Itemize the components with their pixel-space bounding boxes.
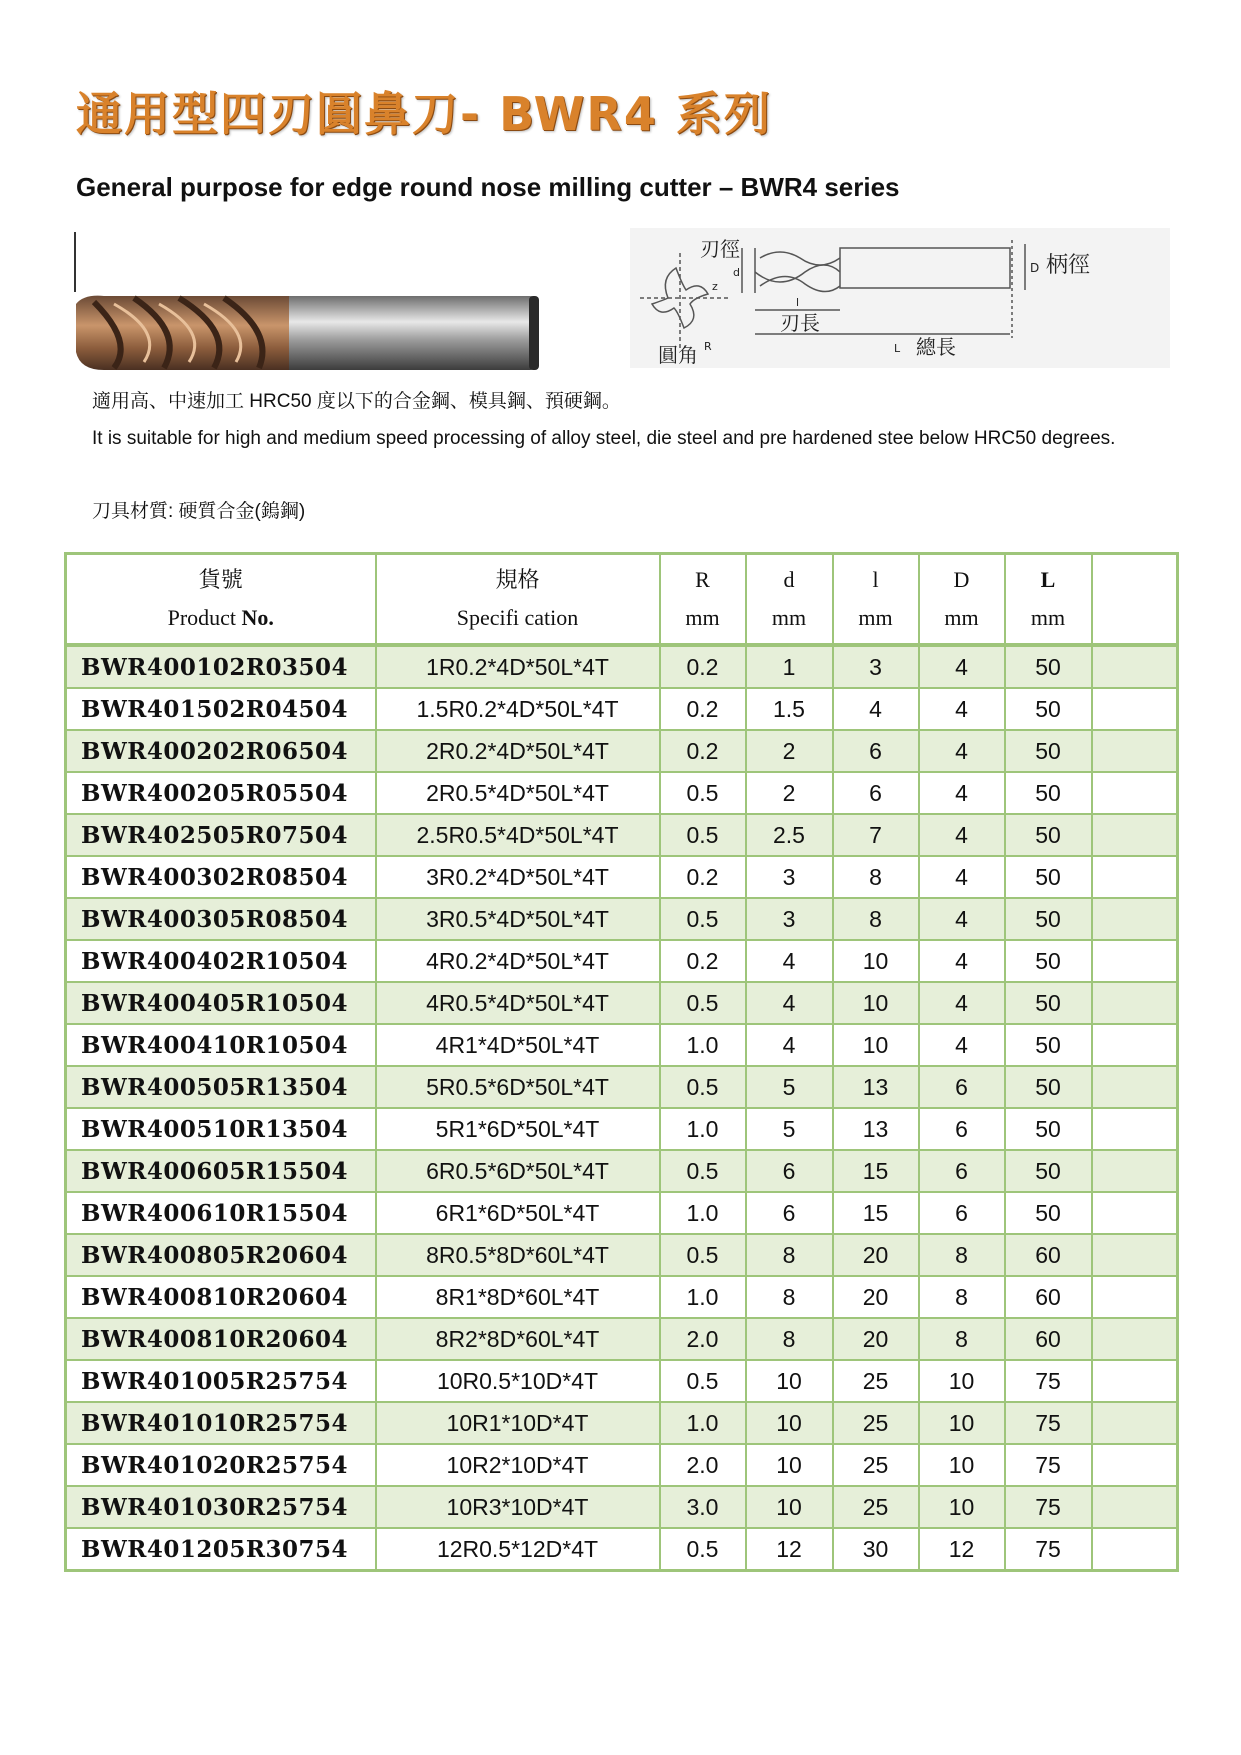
header-d: d mm [746, 554, 833, 646]
header-D: D mm [919, 554, 1005, 646]
header-blank [1092, 554, 1178, 646]
cell-D: 10 [919, 1444, 1005, 1486]
table-row [66, 1150, 1178, 1192]
cell-blank [1092, 688, 1178, 730]
cell-l: 13 [833, 1066, 919, 1108]
cell-D: 4 [919, 856, 1005, 898]
table-row [66, 730, 1178, 772]
cell-l: 3 [833, 645, 919, 688]
cell-d: 1.5 [746, 688, 833, 730]
cell-d: 2 [746, 772, 833, 814]
cell-d: 10 [746, 1486, 833, 1528]
cell-spec: 8R0.5*8D*60L*4T [376, 1234, 660, 1276]
cell-R: 1.0 [660, 1108, 746, 1150]
cell-d: 1 [746, 645, 833, 688]
description-en: It is suitable for high and medium speed processing of alloy steel, die steel and pre hardened stee below HRC50 degrees. [92, 428, 1116, 449]
cell-R: 0.2 [660, 688, 746, 730]
page-title: 通用型四刃圓鼻刀- BWR4 系列 [76, 87, 772, 141]
cell-R: 2.0 [660, 1318, 746, 1360]
cell-D: 10 [919, 1486, 1005, 1528]
cell-R: 0.5 [660, 814, 746, 856]
cell-blank [1092, 645, 1178, 688]
cell-l: 30 [833, 1528, 919, 1571]
table-row [66, 856, 1178, 898]
cell-blank [1092, 814, 1178, 856]
cell-R: 1.0 [660, 1192, 746, 1234]
specification-table [64, 552, 1179, 1572]
cell-product-no: BWR401010R25754 [66, 1402, 376, 1444]
cell-R: 0.5 [660, 1066, 746, 1108]
cell-blank [1092, 1108, 1178, 1150]
cell-spec: 6R1*6D*50L*4T [376, 1192, 660, 1234]
cell-blank [1092, 1234, 1178, 1276]
cell-D: 6 [919, 1108, 1005, 1150]
cell-L: 60 [1005, 1276, 1092, 1318]
cell-l: 10 [833, 982, 919, 1024]
label-d: d [733, 266, 740, 279]
cell-R: 1.0 [660, 1024, 746, 1066]
cell-D: 4 [919, 772, 1005, 814]
cell-d: 6 [746, 1150, 833, 1192]
cell-product-no: BWR401205R30754 [66, 1528, 376, 1571]
table-header-row [66, 554, 1178, 646]
cell-L: 75 [1005, 1486, 1092, 1528]
cell-product-no: BWR400505R13504 [66, 1066, 376, 1108]
cell-R: 0.5 [660, 1234, 746, 1276]
cell-product-no: BWR401502R04504 [66, 688, 376, 730]
cell-L: 50 [1005, 772, 1092, 814]
cell-D: 6 [919, 1192, 1005, 1234]
cell-L: 50 [1005, 940, 1092, 982]
cell-blank [1092, 898, 1178, 940]
cell-D: 8 [919, 1234, 1005, 1276]
cell-blank [1092, 1528, 1178, 1571]
cell-R: 0.2 [660, 940, 746, 982]
cell-product-no: BWR400402R10504 [66, 940, 376, 982]
label-total-length: 總長 [916, 335, 956, 359]
table-row [66, 940, 1178, 982]
table-row [66, 772, 1178, 814]
cell-spec: 4R1*4D*50L*4T [376, 1024, 660, 1066]
table-row [66, 1108, 1178, 1150]
cell-D: 4 [919, 730, 1005, 772]
dimension-diagram [630, 228, 1170, 368]
cell-product-no: BWR401020R25754 [66, 1444, 376, 1486]
cell-l: 20 [833, 1234, 919, 1276]
cell-product-no: BWR400810R20604 [66, 1318, 376, 1360]
cell-d: 6 [746, 1192, 833, 1234]
cell-l: 4 [833, 688, 919, 730]
cell-l: 6 [833, 730, 919, 772]
label-corner-radius: 圓角 [658, 343, 698, 367]
cell-D: 4 [919, 688, 1005, 730]
cell-product-no: BWR400510R13504 [66, 1108, 376, 1150]
cell-R: 0.2 [660, 645, 746, 688]
cell-R: 0.5 [660, 1360, 746, 1402]
cell-spec: 8R1*8D*60L*4T [376, 1276, 660, 1318]
cell-L: 50 [1005, 645, 1092, 688]
cell-d: 3 [746, 898, 833, 940]
cell-d: 8 [746, 1318, 833, 1360]
cell-l: 15 [833, 1150, 919, 1192]
cell-d: 5 [746, 1066, 833, 1108]
cell-product-no: BWR400805R20604 [66, 1234, 376, 1276]
cell-blank [1092, 1360, 1178, 1402]
cell-R: 0.2 [660, 856, 746, 898]
header-spec-zh: 規格 [495, 567, 540, 592]
cell-spec: 12R0.5*12D*4T [376, 1528, 660, 1571]
cell-spec: 2R0.5*4D*50L*4T [376, 772, 660, 814]
cell-d: 2.5 [746, 814, 833, 856]
cell-R: 2.0 [660, 1444, 746, 1486]
cell-L: 75 [1005, 1444, 1092, 1486]
cell-product-no: BWR400605R15504 [66, 1150, 376, 1192]
cell-product-no: BWR400202R06504 [66, 730, 376, 772]
cell-blank [1092, 856, 1178, 898]
cell-l: 20 [833, 1276, 919, 1318]
table-row [66, 688, 1178, 730]
cell-R: 0.5 [660, 898, 746, 940]
end-mill-photo [74, 232, 544, 372]
cell-l: 7 [833, 814, 919, 856]
cell-R: 1.0 [660, 1276, 746, 1318]
cell-spec: 4R0.5*4D*50L*4T [376, 982, 660, 1024]
table-row [66, 814, 1178, 856]
cell-l: 13 [833, 1108, 919, 1150]
cell-D: 4 [919, 982, 1005, 1024]
cell-blank [1092, 1024, 1178, 1066]
cell-R: 0.5 [660, 1528, 746, 1571]
table-row [66, 898, 1178, 940]
cell-L: 75 [1005, 1528, 1092, 1571]
cell-d: 4 [746, 1024, 833, 1066]
header-product [66, 554, 376, 646]
cell-L: 50 [1005, 1192, 1092, 1234]
label-edge-diameter: 刃徑 [700, 237, 740, 261]
cell-D: 8 [919, 1318, 1005, 1360]
cell-L: 75 [1005, 1402, 1092, 1444]
cell-d: 4 [746, 940, 833, 982]
cell-D: 10 [919, 1402, 1005, 1444]
cell-L: 50 [1005, 730, 1092, 772]
cell-L: 50 [1005, 1150, 1092, 1192]
cell-R: 0.5 [660, 982, 746, 1024]
label-R: R [704, 340, 712, 353]
cell-spec: 2.5R0.5*4D*50L*4T [376, 814, 660, 856]
cell-product-no: BWR400102R03504 [66, 645, 376, 688]
header-spec [376, 554, 660, 646]
cell-d: 2 [746, 730, 833, 772]
cell-blank [1092, 730, 1178, 772]
cell-D: 8 [919, 1276, 1005, 1318]
cell-product-no: BWR401005R25754 [66, 1360, 376, 1402]
cell-L: 50 [1005, 688, 1092, 730]
label-z: z [712, 280, 718, 293]
cell-l: 15 [833, 1192, 919, 1234]
table-body [66, 645, 1178, 1571]
cell-l: 25 [833, 1486, 919, 1528]
cell-R: 0.5 [660, 1150, 746, 1192]
cell-D: 4 [919, 1024, 1005, 1066]
table-row [66, 1066, 1178, 1108]
cell-spec: 2R0.2*4D*50L*4T [376, 730, 660, 772]
cell-l: 25 [833, 1402, 919, 1444]
cell-spec: 3R0.2*4D*50L*4T [376, 856, 660, 898]
cell-D: 12 [919, 1528, 1005, 1571]
cell-spec: 3R0.5*4D*50L*4T [376, 898, 660, 940]
cell-D: 4 [919, 940, 1005, 982]
table-row [66, 1318, 1178, 1360]
cell-product-no: BWR402505R07504 [66, 814, 376, 856]
cell-product-no: BWR400610R15504 [66, 1192, 376, 1234]
cell-blank [1092, 1150, 1178, 1192]
page-subtitle: General purpose for edge round nose milling cutter – BWR4 series [76, 172, 900, 202]
cell-d: 5 [746, 1108, 833, 1150]
cell-product-no: BWR400410R10504 [66, 1024, 376, 1066]
cell-spec: 6R0.5*6D*50L*4T [376, 1150, 660, 1192]
material-note: 刀具材質: 硬質合金(鎢鋼) [92, 501, 306, 522]
cell-d: 8 [746, 1276, 833, 1318]
cell-spec: 1.5R0.2*4D*50L*4T [376, 688, 660, 730]
cell-spec: 5R1*6D*50L*4T [376, 1108, 660, 1150]
cell-d: 3 [746, 856, 833, 898]
label-l: l [796, 296, 800, 309]
cell-L: 50 [1005, 982, 1092, 1024]
cell-l: 8 [833, 856, 919, 898]
table-row [66, 982, 1178, 1024]
cell-d: 4 [746, 982, 833, 1024]
table-row [66, 1486, 1178, 1528]
label-L: L [894, 342, 901, 355]
cell-product-no: BWR401030R25754 [66, 1486, 376, 1528]
cell-D: 10 [919, 1360, 1005, 1402]
table-row [66, 1444, 1178, 1486]
cell-L: 50 [1005, 1066, 1092, 1108]
cell-product-no: BWR400302R08504 [66, 856, 376, 898]
cell-D: 4 [919, 814, 1005, 856]
header-product-en: Product No. [167, 605, 274, 630]
cell-R: 0.2 [660, 730, 746, 772]
cell-spec: 1R0.2*4D*50L*4T [376, 645, 660, 688]
cell-l: 20 [833, 1318, 919, 1360]
cell-R: 3.0 [660, 1486, 746, 1528]
cell-l: 8 [833, 898, 919, 940]
cell-L: 50 [1005, 856, 1092, 898]
cell-blank [1092, 940, 1178, 982]
cell-spec: 8R2*8D*60L*4T [376, 1318, 660, 1360]
cell-L: 50 [1005, 1024, 1092, 1066]
cell-spec: 10R1*10D*4T [376, 1402, 660, 1444]
cell-spec: 10R3*10D*4T [376, 1486, 660, 1528]
description-zh: 適用高、中速加工 HRC50 度以下的合金鋼、模具鋼、預硬鋼。 [92, 391, 621, 412]
cell-R: 0.5 [660, 772, 746, 814]
cell-D: 4 [919, 645, 1005, 688]
cell-blank [1092, 1318, 1178, 1360]
header-L: L mm [1005, 554, 1092, 646]
table-row [66, 1360, 1178, 1402]
label-D: D [1030, 261, 1040, 275]
cell-blank [1092, 1066, 1178, 1108]
cell-blank [1092, 1192, 1178, 1234]
cell-l: 25 [833, 1360, 919, 1402]
table-row [66, 1528, 1178, 1571]
cell-spec: 4R0.2*4D*50L*4T [376, 940, 660, 982]
cell-d: 10 [746, 1360, 833, 1402]
cell-spec: 5R0.5*6D*50L*4T [376, 1066, 660, 1108]
cell-blank [1092, 1276, 1178, 1318]
cell-l: 6 [833, 772, 919, 814]
cell-L: 75 [1005, 1360, 1092, 1402]
cell-D: 6 [919, 1150, 1005, 1192]
cell-L: 50 [1005, 1108, 1092, 1150]
table-row [66, 1234, 1178, 1276]
label-shank-diameter: 柄徑 [1046, 253, 1091, 278]
cell-L: 50 [1005, 814, 1092, 856]
cell-d: 10 [746, 1444, 833, 1486]
cell-blank [1092, 982, 1178, 1024]
cell-R: 1.0 [660, 1402, 746, 1444]
table-row [66, 1192, 1178, 1234]
cell-product-no: BWR400205R05504 [66, 772, 376, 814]
label-edge-length: 刃長 [780, 311, 820, 335]
cell-d: 10 [746, 1402, 833, 1444]
cell-D: 4 [919, 898, 1005, 940]
cell-product-no: BWR400405R10504 [66, 982, 376, 1024]
cell-d: 12 [746, 1528, 833, 1571]
cell-l: 10 [833, 1024, 919, 1066]
header-R: R mm [660, 554, 746, 646]
cell-product-no: BWR400810R20604 [66, 1276, 376, 1318]
cell-l: 25 [833, 1444, 919, 1486]
header-l: l mm [833, 554, 919, 646]
cell-l: 10 [833, 940, 919, 982]
cell-product-no: BWR400305R08504 [66, 898, 376, 940]
cell-spec: 10R0.5*10D*4T [376, 1360, 660, 1402]
cell-D: 6 [919, 1066, 1005, 1108]
cell-blank [1092, 1444, 1178, 1486]
header-product-zh: 貨號 [198, 567, 243, 592]
cell-L: 60 [1005, 1234, 1092, 1276]
cell-d: 8 [746, 1234, 833, 1276]
cell-blank [1092, 1402, 1178, 1444]
table-row [66, 1276, 1178, 1318]
header-spec-en: Specifi cation [456, 605, 579, 630]
table-row [66, 1024, 1178, 1066]
cell-blank [1092, 772, 1178, 814]
cell-L: 50 [1005, 898, 1092, 940]
table-row [66, 1402, 1178, 1444]
cell-spec: 10R2*10D*4T [376, 1444, 660, 1486]
cell-L: 60 [1005, 1318, 1092, 1360]
table-row [66, 645, 1178, 688]
cell-blank [1092, 1486, 1178, 1528]
